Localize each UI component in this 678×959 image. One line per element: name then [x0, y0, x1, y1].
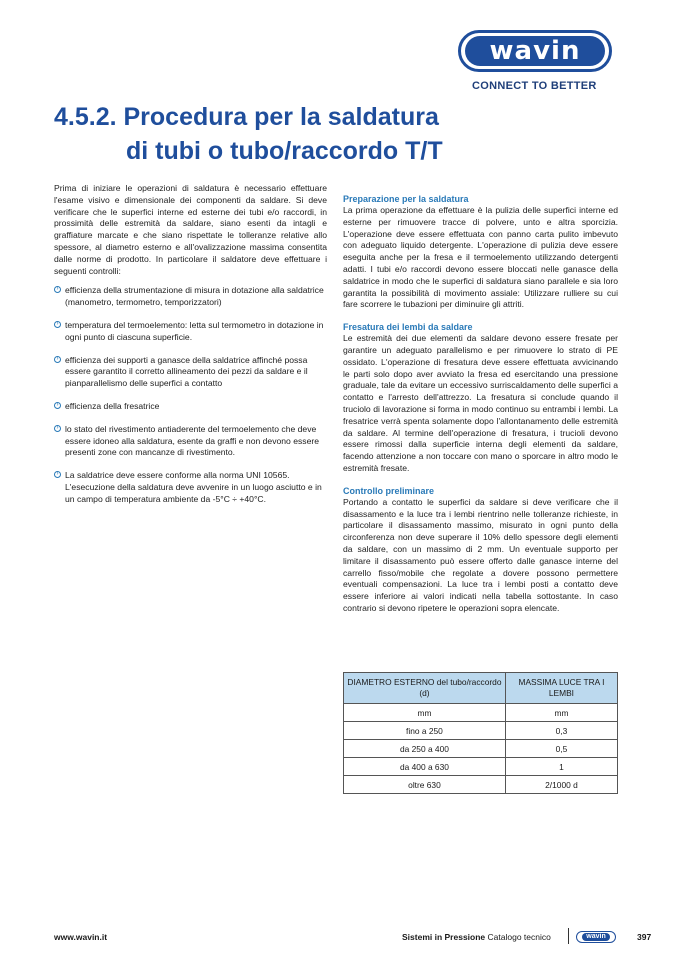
footer-catalog-bold: Sistemi in Pressione [402, 932, 486, 942]
chevron-right-icon: › [54, 471, 61, 478]
table-cell: mm [344, 704, 506, 722]
controls-list [54, 285, 327, 505]
list-item: › temperatura del termoelemento: letta sul termometro in dotazione in ogni punto di ciascuna superficie. [54, 320, 327, 344]
table-cell: mm [505, 704, 617, 722]
page-number: 397 [637, 932, 652, 942]
list-item: › efficienza della strumentazione di misura in dotazione alla saldatrice (manometro, termometro, temporizzatori) [54, 285, 327, 309]
left-column [54, 183, 327, 517]
table-cell: 0,5 [505, 740, 617, 758]
chevron-right-icon: › [54, 425, 61, 432]
list-item: › lo stato del rivestimento antiaderente del termoelemento che deve essere idoneo alla saldatura, esente da graffi e non devono essere presenti zone con mancanze di rivestimento. [54, 424, 327, 459]
table-cell: oltre 630 [344, 776, 506, 794]
table-row [344, 740, 618, 758]
tolerance-table [343, 672, 618, 794]
table-cell: fino a 250 [344, 722, 506, 740]
title-line-2: di tubi o tubo/raccordo T/T [126, 137, 443, 165]
section-heading: Fresatura dei lembi da saldare [343, 322, 473, 333]
page-title [54, 100, 443, 168]
table-row [344, 776, 618, 794]
footer-catalog-rest: Catalogo tecnico [485, 932, 551, 942]
table-header-row [344, 673, 618, 704]
wavin-logo [458, 30, 612, 72]
section-text: Le estremità dei due elementi da saldare devono essere fresate per garantire un adeguato parallelismo e per rimuovere lo strato di PE ossidato. L'operazione di fresatura deve essere effettuata avvicinando le parti solo dopo aver avviato la fresa ed esercitando una pressione graduale, tale da evitare un eccessivo surriscaldamento delle superfici a contatto e l'arresto dell'attrezzo. La fresatura si conclude quando il truciolo di lavorazione si forma in modo continuo su entrambi i lembi. La fresatrice verrà spenta solamente dopo l'allontanamento delle estremità da saldare. Al termine dell'operazione di fresatura, i trucioli devono essere rimossi dalla superficie interna degli elementi da saldare, facendo attenzione a non toccare con mano o sporcare in altro modo le estremità fresate. [343, 333, 618, 473]
table-row [344, 722, 618, 740]
tagline: CONNECT TO BETTER [472, 80, 597, 92]
footer-logo-text: wavin [582, 933, 609, 941]
table-row [344, 758, 618, 776]
table-cell: 1 [505, 758, 617, 776]
table-cell: da 400 a 630 [344, 758, 506, 776]
table-cell: 0,3 [505, 722, 617, 740]
chevron-right-icon: › [54, 402, 61, 409]
chevron-right-icon: › [54, 356, 61, 363]
list-item: › La saldatrice deve essere conforme alla norma UNI 10565. L'esecuzione della saldatura deve avvenire in un luogo asciutto e in un campo di temperatura ambiente da -5°C ÷ +40°C. [54, 470, 327, 505]
footer-website[interactable]: www.wavin.it [54, 932, 108, 942]
chevron-right-icon: › [54, 321, 61, 328]
table-row [344, 704, 618, 722]
table-cell: da 250 a 400 [344, 740, 506, 758]
section-heading: Preparazione per la saldatura [343, 194, 469, 204]
chevron-right-icon: › [54, 286, 61, 293]
table-cell: 2/1000 d [505, 776, 617, 794]
footer-logo [576, 931, 616, 943]
section-heading: Controllo preliminare [343, 485, 435, 496]
list-item: › efficienza della fresatrice [54, 401, 327, 413]
right-column [343, 193, 618, 625]
list-item: › efficienza dei supporti a ganasce della saldatrice affinché possa essere garantito il corretto allineamento dei pezzi da saldare e il pianparallelismo delle superfici a contatto [54, 355, 327, 390]
footer-divider [568, 928, 569, 944]
title-line-1: 4.5.2. Procedura per la saldatura [54, 103, 439, 131]
wavin-logo-text: wavin [465, 36, 605, 66]
table-header: MASSIMA LUCE TRA I LEMBI [505, 673, 617, 704]
section-text: Portando a contatto le superfici da saldare si deve verificare che il disassamento e la luce tra i lembi rientrino nelle tolleranze richieste, in particolare il disassamento massimo, misurato in ogni punto della circonferenza non deve superare il 10% dello spessore degli elementi da saldare, con un massimo di 2 mm. Un eventuale supporto per limitare il disassamento può essere offerto dalle ganasce interne del carrello fisso/mobile che regolate a dovere possono permettere eventuali compensazioni. La luce tra i lembi posti a contatto deve essere inferiore ai valori indicati nella tabella sottostante. In caso contrario si devono ripetere le operazioni sopra elencate. [343, 496, 618, 613]
intro-paragraph: Prima di iniziare le operazioni di saldatura è necessario effettuare l'esame visivo e dimensionale dei componenti da saldare. Si deve verificare che le superfici interne ed esterne dei tubi e/o raccordi, in prossimità delle estremità da saldare, siano esenti da intagli e graffiature marcate e che siano rispettate le tolleranze relative allo spessore, al diametro esterno e all'ovalizzazione massima consentita dalle norme di prodotto. In particolare il saldatore deve effettuare i seguenti controlli: [54, 183, 327, 276]
section-text: La prima operazione da effettuare è la pulizia delle superfici interne ed esterne per rimuovere tracce di polvere, unto e altra sporcizia. L'operazione deve essere effettuata con panno carta pulito imbevuto con adeguato liquido detergente. L'operazione di pulizia deve essere eseguita anche per la fresa e il termoelemento utilizzando detergenti adatti. I tubi e/o raccordi devono essere bloccati nelle ganasce della saldatrice in modo che le superfici di saldatura siano parallele e sia loro garantita la possibilità di movimento assiale: Utilizzare rulliere su cui fare scorrere le tubazioni per diminuire gli attriti. [343, 205, 618, 310]
table-header: DIAMETRO ESTERNO del tubo/raccordo (d) [344, 673, 506, 704]
footer-catalog [402, 932, 551, 942]
